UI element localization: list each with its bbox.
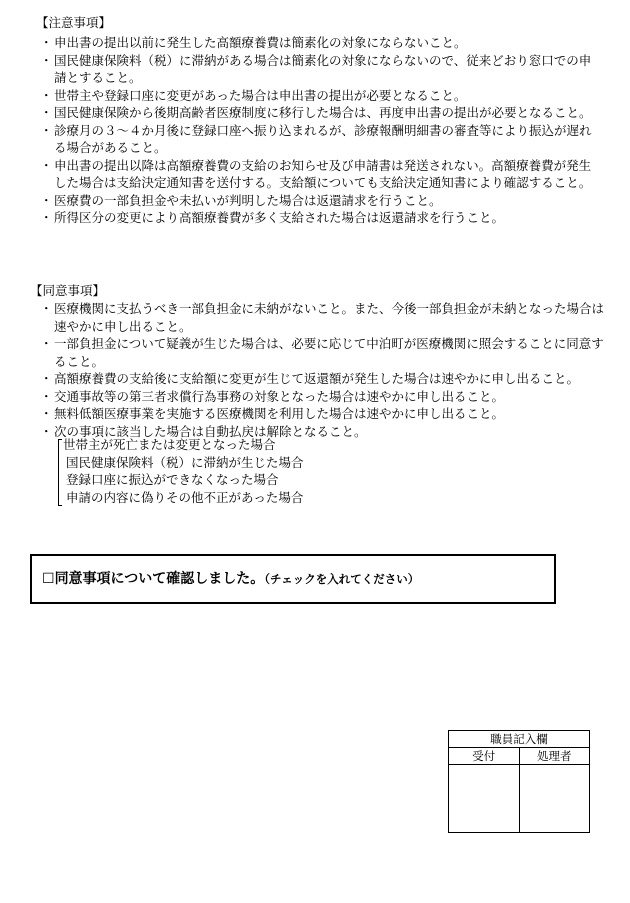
list-item: 世帯主が死亡または変更となった場合 — [63, 437, 276, 452]
reception-stamp-cell — [449, 765, 520, 833]
consent-heading: 【同意事項】 — [30, 283, 106, 298]
list-item: ・ 高額療養費の支給後に支給額に変更が生じて返還額が発生した場合は速やかに申し出ること。 — [40, 371, 580, 386]
confirmation-hint: （チェックを入れてください） — [264, 572, 420, 586]
list-item: ・ 診療月の３～４か月後に登録口座へ振り込まれるが、診療報酬明細書の審査等により振込が遅れる場合があること。 — [40, 122, 592, 155]
caution-heading: 【注意事項】 — [36, 15, 112, 30]
list-item: ・ 申出書の提出以降は高額療養費の支給のお知らせ及び申請書は発送されない。高額療養費が発生した場合は支給決定通知書を送付する。支給額についても支給決定通知書により確認すること。 — [40, 157, 592, 190]
bracket-tick — [58, 439, 62, 440]
bracket-tick — [58, 505, 62, 506]
list-item: ・ 医療費の一部負担金や未払いが判明した場合は返還請求を行うこと。 — [40, 192, 442, 208]
consent-list — [40, 300, 610, 440]
staff-entry-table — [448, 730, 590, 833]
processor-stamp-cell — [519, 765, 590, 833]
list-item: ・ 医療機関に支払うべき一部負担金に未納がないこと。また、今後一部負担金が未納となった場合は速やかに申し出ること。 — [40, 301, 605, 334]
list-item: ・ 国民健康保険から後期高齢者医療制度に移行した場合は、再度申出書の提出が必要となること。 — [40, 105, 592, 120]
list-item: ・ 次の事項に該当した場合は自動払戻は解除となること。 — [40, 423, 367, 439]
staff-table-title: 職員記入欄 — [449, 731, 590, 748]
list-item: ・ 所得区分の変更により高額療養費が多く支給された場合は返還請求を行うこと。 — [40, 210, 505, 225]
list-item: ・ 世帯主や登録口座に変更があった場合は申出書の提出が必要となること。 — [40, 87, 467, 103]
list-item: ・ 交通事故等の第三者求償行為事務の対象となった場合は速やかに申し出ること。 — [40, 388, 505, 404]
confirmation-row — [42, 571, 419, 589]
list-item: ・ 一部負担金について疑義が生じた場合は、必要に応じて中泊町が医療機関に照会することに同意すること。 — [40, 336, 604, 369]
list-item: 国民健康保険料（税）に滞納が生じた場合 — [66, 454, 304, 470]
column-header-processor: 処理者 — [519, 748, 590, 765]
list-item: 登録口座に振込ができなくなった場合 — [66, 472, 279, 487]
list-item: ・ 無料低額医療事業を実施する医療機関を利用した場合は速やかに申し出ること。 — [40, 406, 505, 421]
caution-list — [40, 34, 602, 227]
list-item: ・ 申出書の提出以前に発生した高額療養費は簡素化の対象にならないこと。 — [40, 35, 467, 50]
confirmation-label: 同意事項について確認しました。 — [54, 571, 265, 587]
confirmation-box — [30, 554, 556, 604]
checkbox-icon[interactable]: ☐ — [42, 571, 55, 587]
list-item: ・ 国民健康保険料（税）に滞納がある場合は簡素化の対象にならないので、従来どおり窓口での申請とすること。 — [40, 52, 592, 85]
list-item: 申請の内容に偽りその他不正があった場合 — [66, 489, 304, 505]
column-header-reception: 受付 — [449, 748, 520, 765]
